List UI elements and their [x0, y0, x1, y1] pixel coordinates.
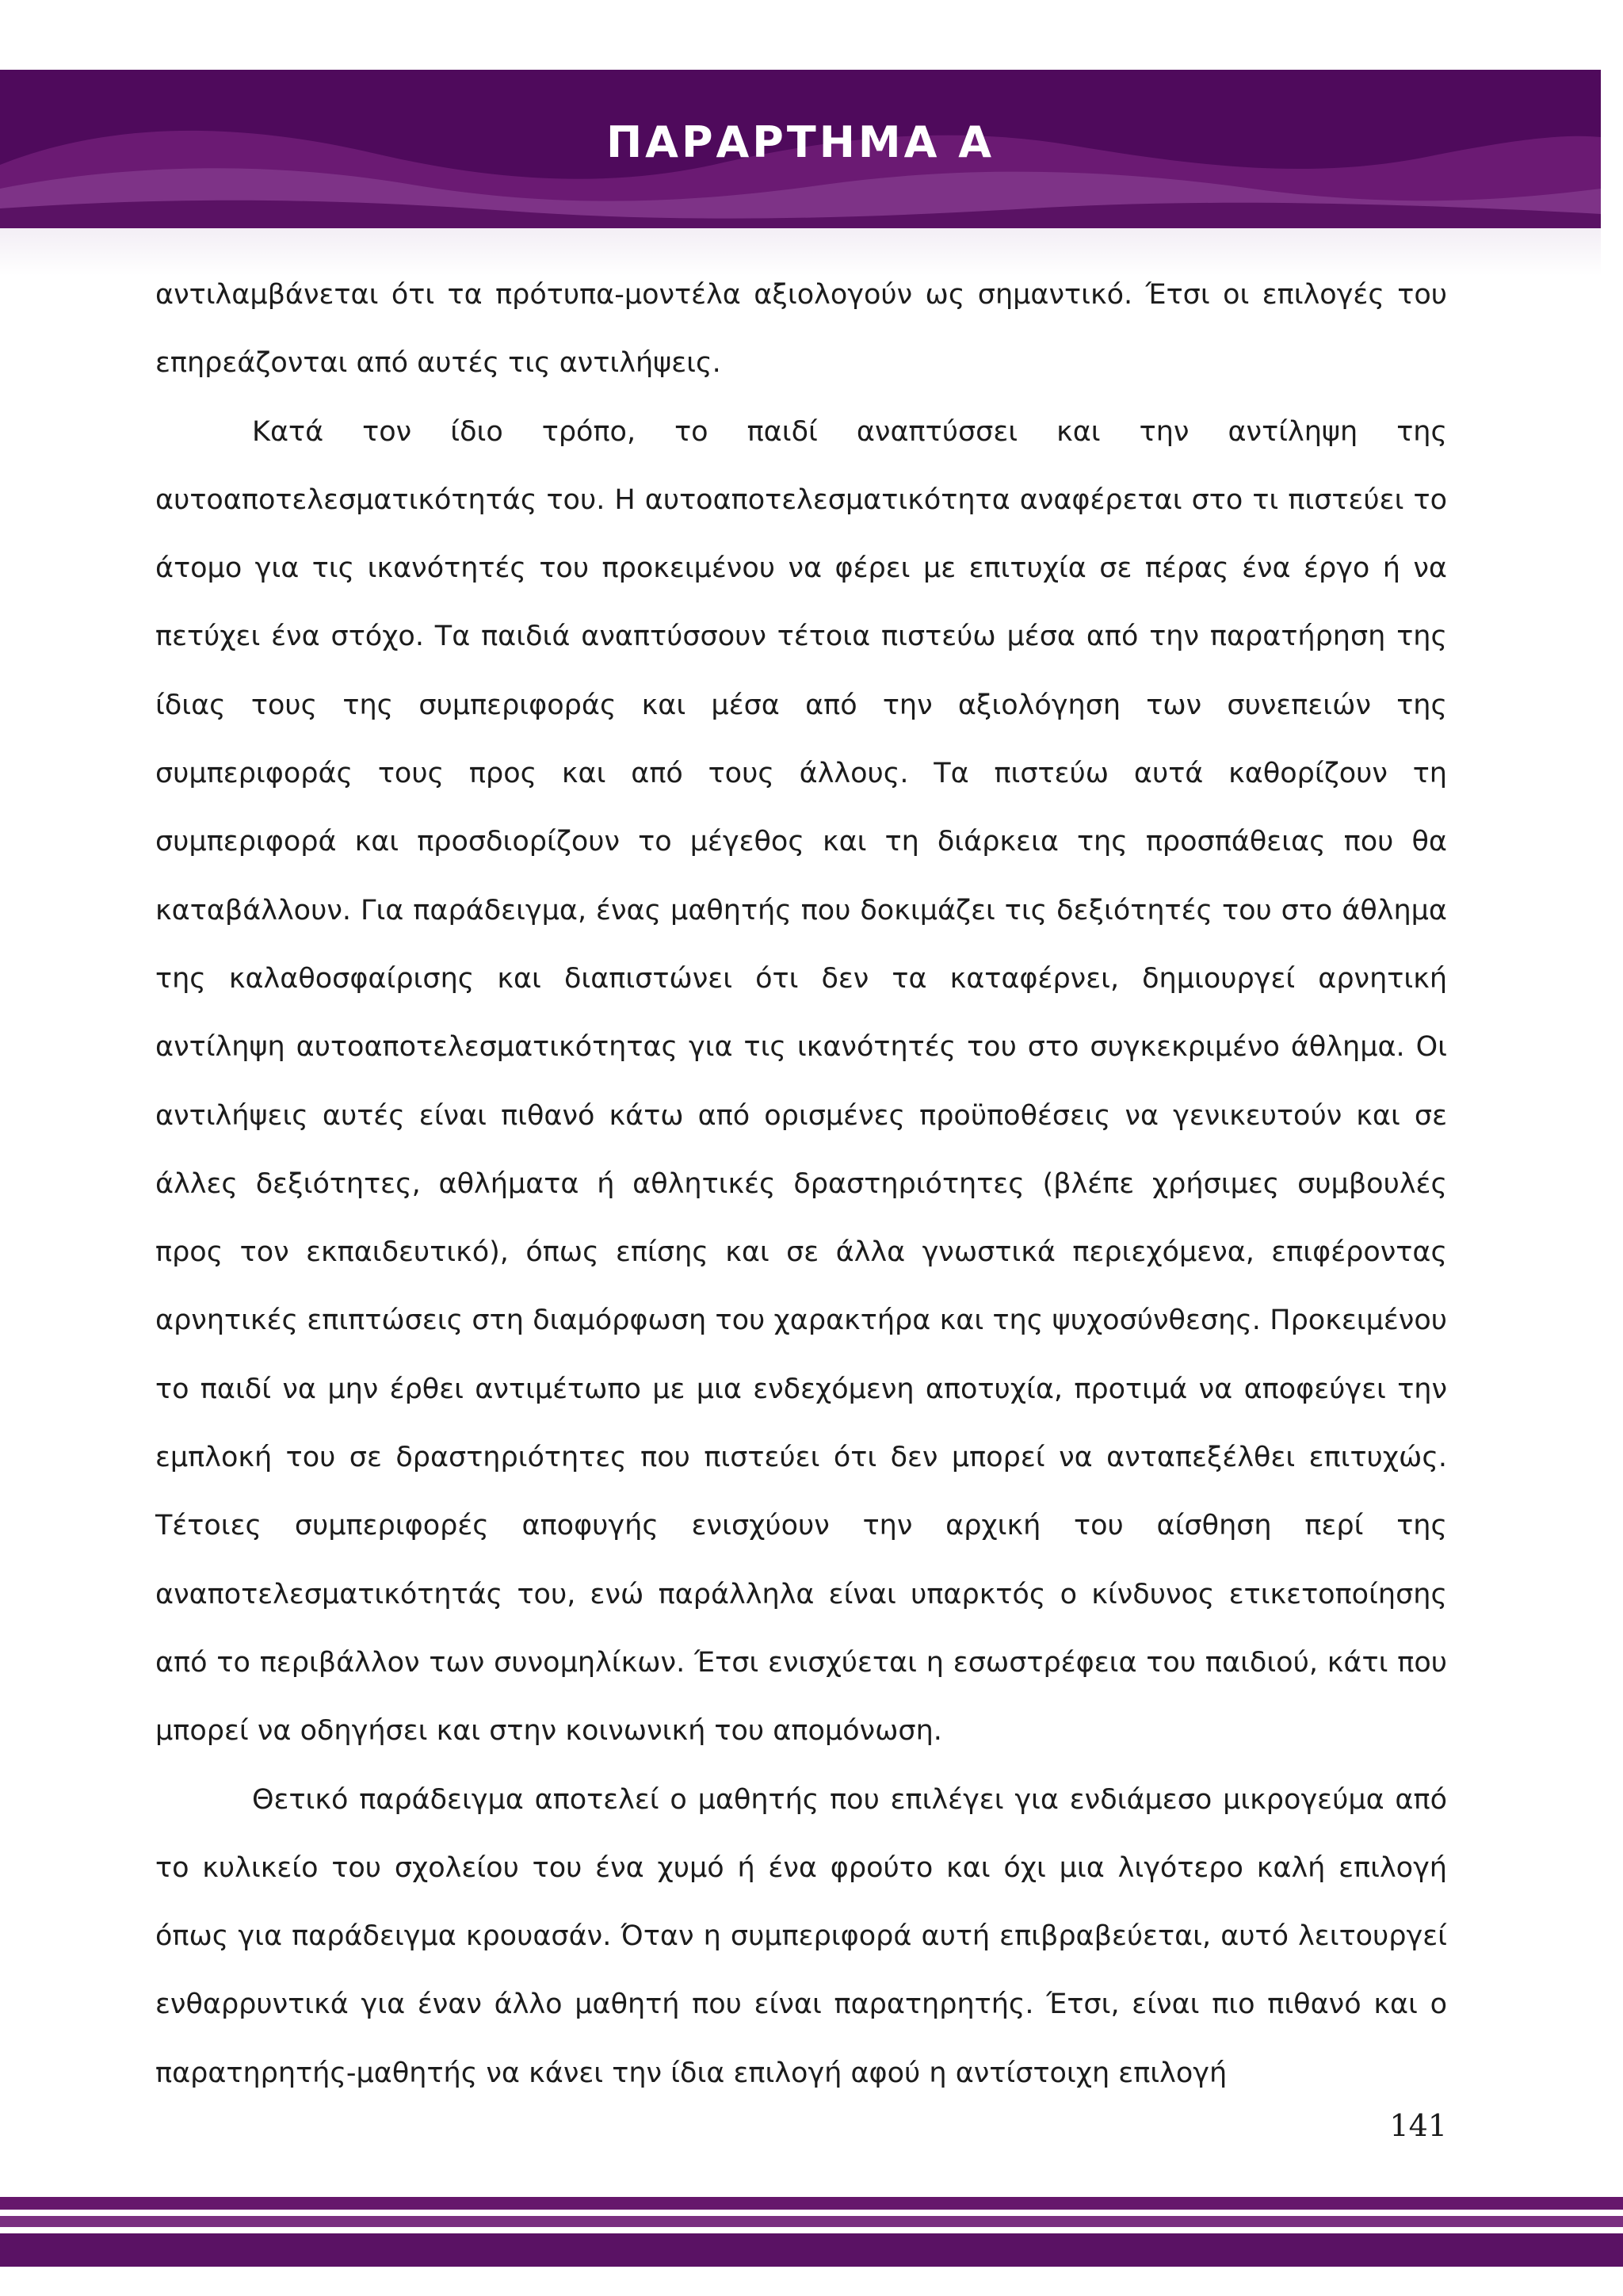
paragraph: Κατά τον ίδιο τρόπο, το παιδί αναπτύσσει και την αντίληψη της αυτοαποτελεσματικότητάς του. Η αυτοαποτελεσματικότητα αναφέρεται στο τι πιστεύει το άτομο για τις ικανότητές του προκειμένου να φέρει με επιτυχία σε πέρας ένα έργο ή να πετύχει ένα στόχο. Τα παιδιά αναπτύσσουν τέτοια πιστεύω μέσα από την παρατήρηση της ίδιας τους της συμπεριφοράς και μέσα από την αξιολόγηση των συνεπειών της συμπεριφοράς τους προς και από τους άλλους. Τα πιστεύω αυτά καθορίζουν τη συμπεριφορά και προσδιορίζουν το μέγεθος και τη διάρκεια της προσπάθειας που θα καταβάλλουν. Για παράδειγμα, ένας μαθητής που δοκιμάζει τις δεξιότητές του στο άθλημα της καλαθοσφαίρισης και διαπιστώνει ότι δεν τα καταφέρνει, δημιουργεί αρνητική αντίληψη αυτοαποτελεσματικότητας για τις ικανότητές του στο συγκεκριμένο άθλημα. Οι αντιλήψεις αυτές είναι πιθανό κάτω από ορισμένες προϋποθέσεις να γενικευτούν και σε άλλες δεξιότητες, αθλήματα ή αθλητικές δραστηριότητες (βλέπε χρήσιμες συμβουλές προς τον εκπαιδευτικό), όπως επίσης και σε άλλα γνωστικά περιεχόμενα, επιφέροντας αρνητικές επιπτώσεις στη διαμόρφωση του χαρακτήρα και της ψυχοσύνθεσης. Προκειμένου το παιδί να μην έρθει αντιμέτωπο με μια ενδεχόμενη αποτυχία, προτιμά να αποφεύγει την εμπλοκή του σε δραστηριότητες που πιστεύει ότι δεν μπορεί να ανταπεξέλθει επιτυχώς. Τέτοιες συμπεριφορές αποφυγής ενισχύουν την αρχική του αίσθηση περί της αναποτελεσματικότητάς του, ενώ παράλληλα είναι υπαρκτός ο κίνδυνος ετικετοποίησης από το περιβάλλον των συνομηλίκων. Έτσι ενισχύεται η εσωστρέφεια του παιδιού, κάτι που μπορεί να οδηγήσει και στην κοινωνική του απομόνωση. — [155, 415, 1447, 1748]
paragraph: αντιλαμβάνεται ότι τα πρότυπα-μοντέλα αξιολογούν ως σημαντικό. Έτσι οι επιλογές του επηρεάζονται από αυτές τις αντιλήψεις. — [155, 279, 1447, 380]
footer-bottom-margin — [0, 2267, 1623, 2296]
footer-stripe — [0, 2216, 1623, 2227]
page-title: ΠΑΡΑΡΤΗΜΑ Α — [605, 117, 995, 167]
paragraph: Θετικό παράδειγμα αποτελεί ο μαθητής που επιλέγει για ενδιάμεσο μικρογεύμα από το κυλικείο του σχολείου του ένα χυμό ή ένα φρούτο και όχι μια λιγότερο καλή επιλογή όπως για παράδειγμα κρουασάν. Όταν η συμπεριφορά αυτή επιβραβεύεται, αυτό λειτουργεί ενθαρρυντικά για έναν άλλο μαθητή που είναι παρατηρητής. Έτσι, είναι πιο πιθανό και ο παρατηρητής-μαθητής να κάνει την ίδια επιλογή αφού η αντίστοιχη επιλογή — [155, 1783, 1447, 2089]
page-top-margin — [0, 0, 1623, 70]
page-number: 141 — [1389, 2108, 1447, 2143]
footer-stripe — [0, 2233, 1623, 2267]
footer-stripe — [0, 2197, 1623, 2210]
footer-gap — [0, 2210, 1623, 2216]
footer-gap — [0, 2227, 1623, 2233]
body-text — [155, 261, 1447, 2107]
